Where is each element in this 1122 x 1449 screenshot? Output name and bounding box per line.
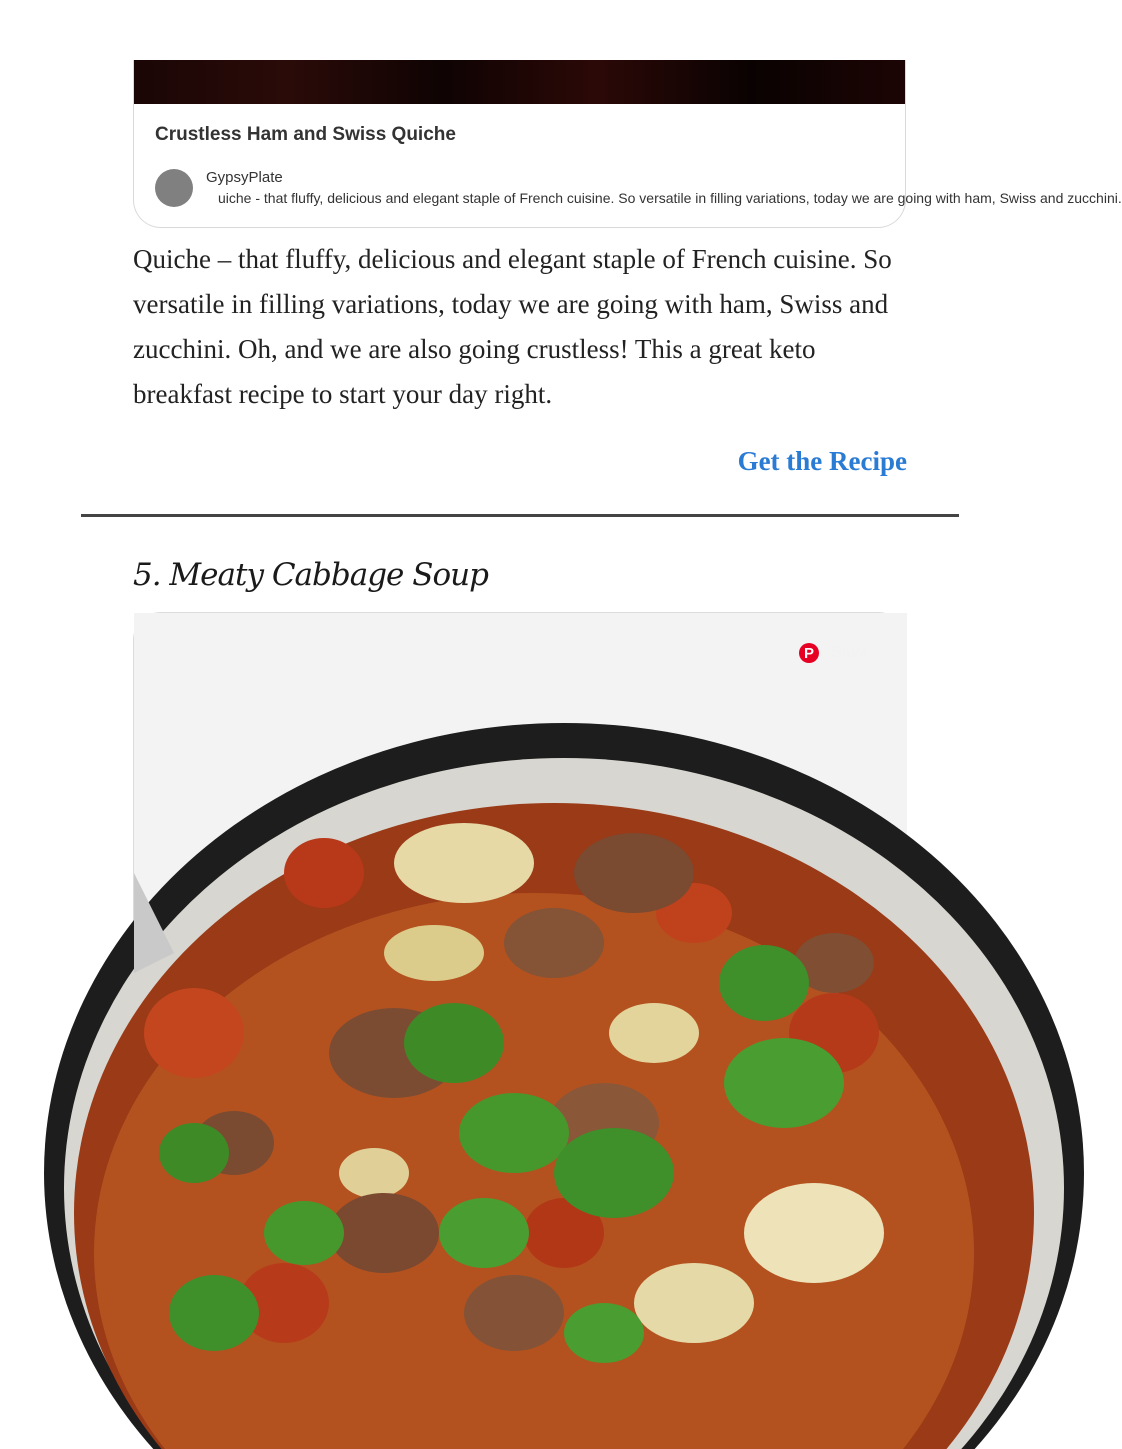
pinterest-save-button[interactable] bbox=[799, 643, 868, 663]
section-divider bbox=[81, 514, 959, 517]
section-heading: 5. Meaty Cabbage Soup bbox=[133, 557, 488, 593]
avatar bbox=[155, 169, 193, 207]
recipe-card-image[interactable] bbox=[134, 60, 905, 104]
recipe-card-title[interactable]: Crustless Ham and Swiss Quiche bbox=[155, 124, 456, 145]
pinterest-icon: P bbox=[799, 643, 819, 663]
soup-photo bbox=[133, 612, 906, 1374]
intro-paragraph: Quiche – that fluffy, delicious and elegant staple of French cuisine. So versatile in filling variations, today we are going with ham, Swiss and zucchini. Oh, and we are also going crustless! This a great keto breakfast recipe to start your day right. bbox=[133, 244, 892, 409]
soup-photo-illustration bbox=[134, 613, 907, 1375]
save-label: Save bbox=[831, 644, 869, 661]
get-recipe-link[interactable]: Get the Recipe bbox=[737, 446, 907, 476]
recipe-card-description: uiche - that fluffy, delicious and elegant staple of French cuisine. So versatile in filling variations, today we are going with ham, Swiss and zucchini. bbox=[218, 190, 1122, 206]
recipe-embed-card[interactable] bbox=[133, 60, 1122, 228]
recipe-card-source: GypsyPlate bbox=[206, 169, 283, 186]
